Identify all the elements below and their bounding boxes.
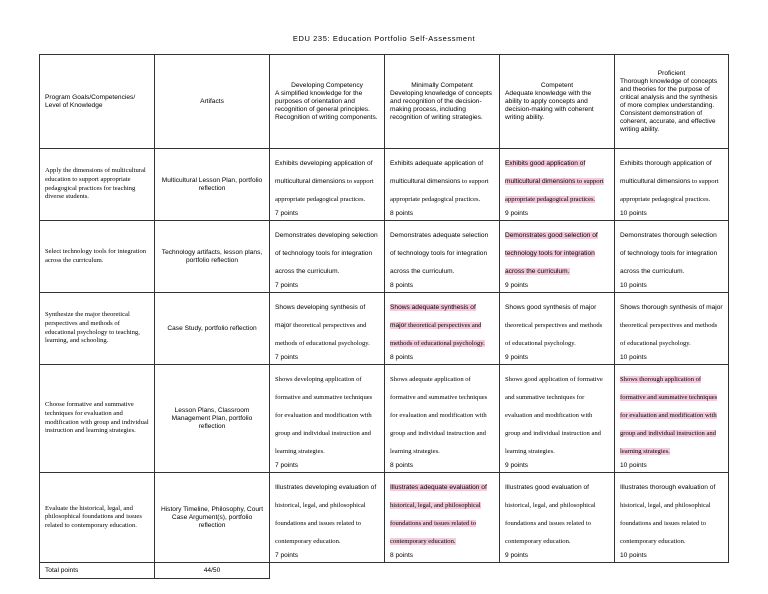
level-description: Adequate knowledge with the ability to apply concepts and decision-making with coherent writing ability.	[505, 89, 594, 121]
points-label: 8 points	[390, 462, 414, 469]
artifact-cell: Case Study, portfolio reflection	[155, 293, 270, 365]
score-cell	[385, 473, 500, 563]
criterion-text: Shows developing application of formative and summative techniques for evaluation and modification with group and individual instruction and learning strategies.	[275, 376, 373, 455]
level-title: Proficient	[657, 69, 686, 77]
points-label: 7 points	[275, 552, 299, 559]
criterion-lead: Shows adequate synthesis of major	[390, 304, 476, 329]
criterion-text: to support appropriate pedagogical practices.	[275, 178, 374, 203]
criterion-lead: Shows good synthesis of major	[505, 304, 597, 311]
score-cell	[270, 221, 385, 293]
artifact-cell: Multicultural Lesson Plan, portfolio reflection	[155, 149, 270, 221]
criterion-lead: Illustrates good evaluation of	[505, 484, 589, 491]
header-level-1	[270, 55, 385, 149]
score-cell	[500, 473, 615, 563]
score-cell	[615, 149, 729, 221]
points-label: 7 points	[275, 282, 299, 289]
score-cell	[615, 221, 729, 293]
total-row	[40, 563, 729, 579]
criterion-text: historical, legal, and philosophical foundations and issues related to contemporary education.	[620, 502, 711, 545]
criterion-text: theoretical perspectives and methods of educational psychology.	[620, 322, 718, 347]
table-row	[40, 293, 729, 365]
criterion-lead: Shows thorough synthesis of major	[620, 304, 723, 311]
score-cell	[500, 293, 615, 365]
score-cell	[270, 473, 385, 563]
goal-cell: Select technology tools for integration across the curriculum.	[40, 221, 155, 293]
points-label: 10 points	[620, 210, 647, 217]
criterion-lead: Demonstrates good selection of technology tools for integration across the curriculum.	[505, 232, 598, 275]
criterion-lead: Shows developing synthesis of major	[275, 304, 366, 329]
total-value: 44/50	[155, 563, 270, 579]
criterion-text: Shows good application of formative and summative techniques for evaluation and modification with group and individual instruction and learning strategies.	[505, 376, 603, 455]
table-row	[40, 149, 729, 221]
points-label: 9 points	[505, 282, 529, 289]
table-row	[40, 365, 729, 473]
points-label: 10 points	[620, 282, 647, 289]
header-goals: Program Goals/Competencies/ Level of Knowledge	[40, 55, 155, 149]
table-row	[40, 221, 729, 293]
criterion-text: theoretical perspectives and methods of educational psychology.	[390, 322, 485, 347]
points-label: 10 points	[620, 552, 647, 559]
criterion-lead: Exhibits good application of multicultural dimensions	[505, 160, 586, 185]
criterion-text: Shows adequate application of formative and summative techniques for evaluation and modification with group and individual instruction and learning strategies.	[390, 376, 488, 455]
level-description: Thorough knowledge of concepts and theories for the purpose of critical analysis and the synthesis of more complex understanding. Consistent demonstration of coherent, accurate, and effective writing ability.	[620, 77, 718, 133]
points-label: 7 points	[275, 210, 299, 217]
score-cell	[615, 473, 729, 563]
criterion-lead: Exhibits adequate application of multicultural dimensions	[390, 160, 484, 185]
level-description: Developing knowledge of concepts and recognition of the decision-making process, including recognition of writing strategies.	[390, 89, 492, 121]
score-cell	[270, 365, 385, 473]
level-description: A simplified knowledge for the purposes of orientation and recognition of general principles. Recognition of writing components.	[275, 89, 378, 121]
points-label: 9 points	[505, 210, 529, 217]
score-cell	[385, 221, 500, 293]
points-label: 9 points	[505, 354, 529, 361]
score-cell	[500, 365, 615, 473]
table-row	[40, 473, 729, 563]
points-label: 10 points	[620, 462, 647, 469]
goal-cell: Synthesize the major theoretical perspectives and methods of educational psychology to teaching, learning, and schooling.	[40, 293, 155, 365]
points-label: 9 points	[505, 552, 529, 559]
artifact-cell: Lesson Plans, Classroom Management Plan, portfolio reflection	[155, 365, 270, 473]
points-label: 8 points	[390, 354, 414, 361]
points-label: 7 points	[275, 354, 299, 361]
criterion-text: to support appropriate pedagogical practices.	[505, 178, 604, 203]
points-label: 10 points	[620, 354, 647, 361]
score-cell	[385, 293, 500, 365]
points-label: 9 points	[505, 462, 529, 469]
criterion-lead: Demonstrates thorough selection of technology tools for integration across the curriculum.	[620, 232, 718, 275]
score-cell	[500, 221, 615, 293]
score-cell	[385, 149, 500, 221]
criterion-lead: Illustrates thorough evaluation of	[620, 484, 716, 491]
criterion-lead: Illustrates adequate evaluation of	[390, 484, 487, 491]
total-label: Total points	[40, 563, 155, 579]
criterion-text: historical, legal, and philosophical foundations and issues related to contemporary education.	[390, 502, 481, 545]
header-level-2	[385, 55, 500, 149]
header-level-3	[500, 55, 615, 149]
goal-cell: Choose formative and summative techniques for evaluation and modification with group and individual instruction and learning strategies.	[40, 365, 155, 473]
header-row	[40, 55, 729, 149]
level-title: Minimally Competent	[411, 81, 473, 89]
score-cell	[500, 149, 615, 221]
criterion-text: Shows thorough application of formative and summative techniques for evaluation and modification with group and individual instruction and learning strategies.	[620, 376, 718, 455]
criterion-text: to support appropriate pedagogical practices.	[390, 178, 489, 203]
header-artifacts: Artifacts	[155, 55, 270, 149]
points-label: 8 points	[390, 552, 414, 559]
goal-cell: Evaluate the historical, legal, and philosophical foundations and issues related to contemporary education.	[40, 473, 155, 563]
criterion-text: historical, legal, and philosophical foundations and issues related to contemporary education.	[505, 502, 596, 545]
criterion-lead: Exhibits thorough application of multicultural dimensions	[620, 160, 712, 185]
criterion-text: theoretical perspectives and methods of educational psychology.	[505, 322, 603, 347]
page-title: EDU 235: Education Portfolio Self-Assessment	[292, 34, 476, 43]
criterion-lead: Demonstrates adequate selection of technology tools for integration across the curriculum.	[390, 232, 489, 275]
points-label: 8 points	[390, 210, 414, 217]
criterion-lead: Exhibits developing application of multicultural dimensions	[275, 160, 373, 185]
score-cell	[385, 365, 500, 473]
artifact-cell: Technology artifacts, lesson plans, portfolio reflection	[155, 221, 270, 293]
criterion-text: historical, legal, and philosophical foundations and issues related to contemporary education.	[275, 502, 366, 545]
level-title: Developing Competency	[291, 81, 363, 89]
score-cell	[270, 293, 385, 365]
criterion-text: to support appropriate pedagogical practices.	[620, 178, 719, 203]
score-cell	[270, 149, 385, 221]
points-label: 8 points	[390, 282, 414, 289]
criterion-text: theoretical perspectives and methods of educational psychology.	[275, 322, 370, 347]
artifact-cell: History Timeline, Philosophy, Court Case Argument(s), portfolio reflection	[155, 473, 270, 563]
header-level-4	[615, 55, 729, 149]
score-cell	[615, 293, 729, 365]
goal-cell: Apply the dimensions of multicultural education to support appropriate pedagogical practices for teaching diverse students.	[40, 149, 155, 221]
score-cell	[615, 365, 729, 473]
level-title: Competent	[540, 81, 574, 89]
criterion-lead: Illustrates developing evaluation of	[275, 484, 377, 491]
points-label: 7 points	[275, 462, 299, 469]
criterion-lead: Demonstrates developing selection of technology tools for integration across the curriculum.	[275, 232, 378, 275]
rubric-table	[39, 54, 729, 579]
